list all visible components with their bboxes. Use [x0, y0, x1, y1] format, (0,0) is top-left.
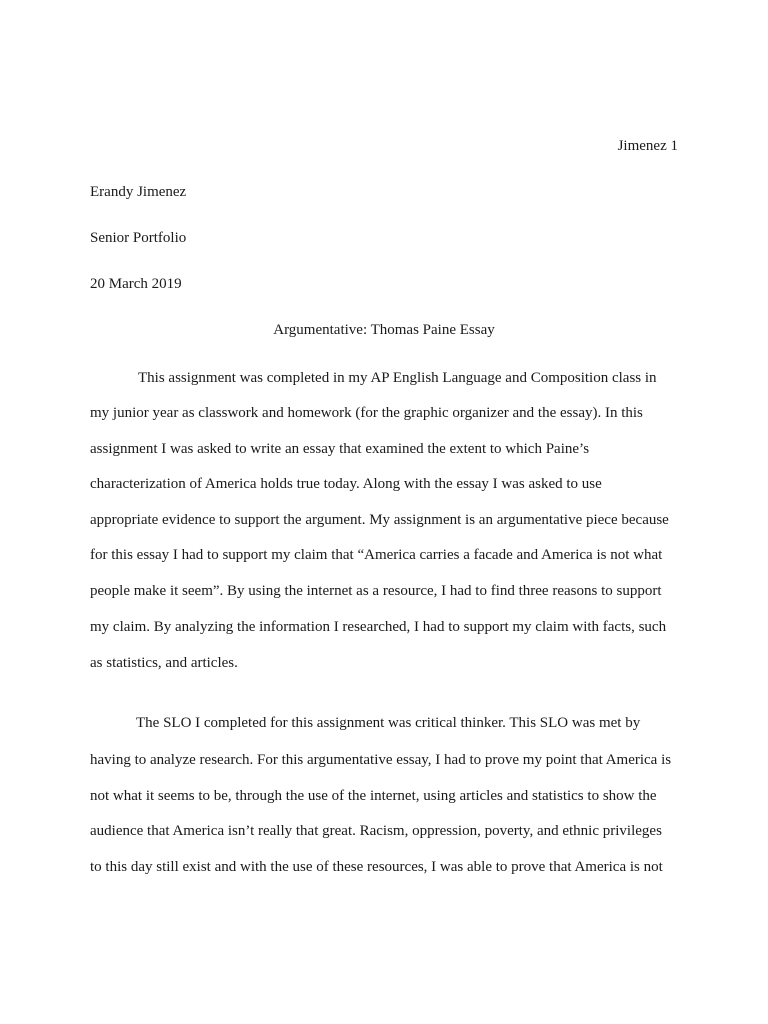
essay-title: Argumentative: Thomas Paine Essay: [273, 322, 495, 338]
paragraph-line: having to analyze research. For this argumentative essay, I had to prove my point that America is: [90, 752, 672, 768]
essay-date: 20 March 2019: [90, 276, 182, 292]
paragraph-line: audience that America isn’t really that great. Racism, oppression, poverty, and ethnic privileges: [90, 823, 662, 839]
author-name: Erandy Jimenez: [90, 184, 187, 200]
paragraph-line: to this day still exist and with the use of these resources, I was able to prove that America is not: [90, 859, 663, 875]
page-header-number: Jimenez 1: [617, 138, 678, 154]
paragraph-line: not what it seems to be, through the use of the internet, using articles and statistics to show the: [90, 788, 657, 804]
course-name: Senior Portfolio: [90, 230, 187, 246]
paragraph-line: characterization of America holds true today. Along with the essay I was asked to use: [90, 476, 602, 492]
paragraph-line: my claim. By analyzing the information I researched, I had to support my claim with facts, such: [90, 619, 667, 635]
paragraph-line: as statistics, and articles.: [90, 655, 238, 671]
paragraph-line: my junior year as classwork and homework (for the graphic organizer and the essay). In this: [90, 405, 643, 421]
paragraph-line: for this essay I had to support my claim that “America carries a facade and America is not what: [90, 547, 663, 563]
paragraph-line: The SLO I completed for this assignment was critical thinker. This SLO was met by: [136, 715, 641, 731]
paragraph-line: assignment I was asked to write an essay that examined the extent to which Paine’s: [90, 441, 590, 457]
paragraph-line: people make it seem”. By using the internet as a resource, I had to find three reasons to support: [90, 583, 662, 599]
paragraph-line: appropriate evidence to support the argument. My assignment is an argumentative piece because: [90, 512, 669, 528]
paragraph-line: This assignment was completed in my AP English Language and Composition class in: [138, 370, 657, 386]
